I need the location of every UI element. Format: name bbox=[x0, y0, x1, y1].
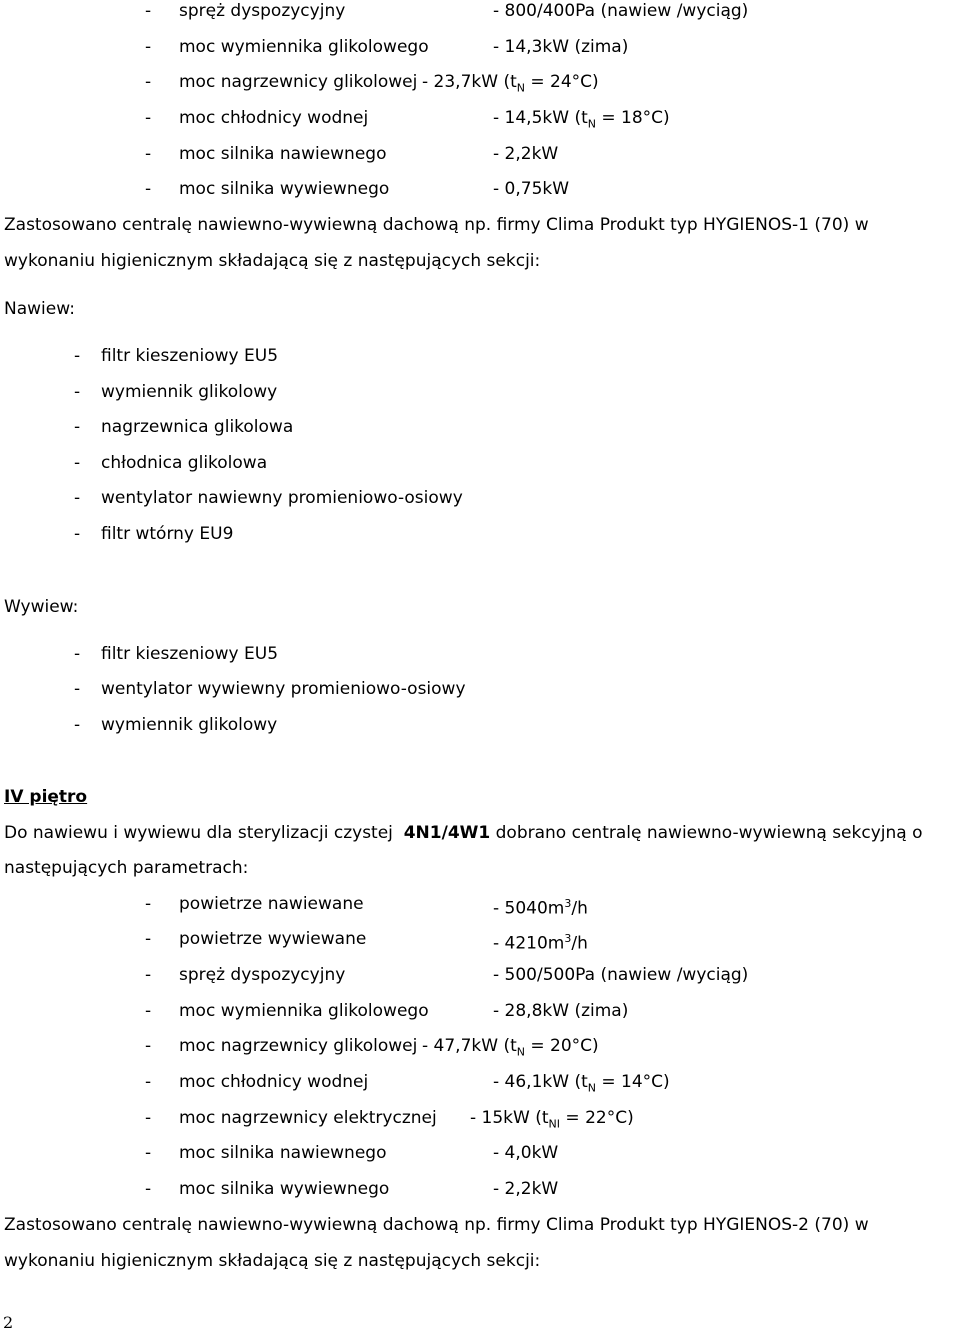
page-number: 2 bbox=[3, 1313, 14, 1332]
param-name: moc wymiennika glikolowego bbox=[179, 1001, 429, 1021]
param-value: - 15kW $(t_{NI} = 22^\circ C)$ bbox=[470, 1108, 634, 1131]
param-name: moc silnika nawiewnego bbox=[179, 1143, 387, 1163]
param-value: - 14,5kW $(t_N = 18^\circ C)$ bbox=[493, 108, 670, 131]
param-value: - 47,7kW $(t_N = 20^\circ C)$ bbox=[422, 1036, 599, 1059]
param-name: moc nagrzewnicy glikolowej bbox=[179, 1036, 418, 1056]
param-value: - 2,2kW bbox=[493, 144, 559, 164]
param-value: - $5040m^3/h$ bbox=[493, 897, 588, 919]
param-name: moc nagrzewnicy glikolowej bbox=[179, 72, 418, 92]
param-value: - 4,0kW bbox=[493, 1143, 559, 1163]
param-name: moc wymiennika glikolowego bbox=[179, 37, 429, 57]
param-value: - 2,2kW bbox=[493, 1179, 559, 1199]
param-value: - 14,3kW (zima) bbox=[493, 37, 629, 57]
param-value: - 28,8kW (zima) bbox=[493, 1001, 629, 1021]
param-value: - $4210m^3/h$ bbox=[493, 932, 588, 954]
param-name: moc nagrzewnicy elektrycznej bbox=[179, 1108, 437, 1128]
wywiew-label: Wywiew: bbox=[4, 597, 79, 617]
section-heading: IV piętro bbox=[4, 787, 88, 807]
param-value: - 46,1kW $(t_N = 14^\circ C)$ bbox=[493, 1072, 670, 1095]
paragraph-line: wykonaniu higienicznym składającą się z następujących sekcji: bbox=[4, 251, 541, 271]
section-intro: Do nawiewu i wywiewu dla sterylizacji czystej 4N1/4W1 dobrano centralę nawiewno-wywiewną sekcyjną o bbox=[4, 823, 923, 843]
nawiew-label: Nawiew: bbox=[4, 299, 75, 319]
param-value: - 23,7kW $(t_N = 24^\circ C)$ bbox=[422, 72, 599, 95]
paragraph-line: wykonaniu higienicznym składającą się z następujących sekcji: bbox=[4, 1251, 541, 1271]
param-value: - 800/400Pa (nawiew /wyciąg) bbox=[493, 1, 749, 21]
paragraph-line: Zastosowano centralę nawiewno-wywiewną dachową np. firmy Clima Produkt typ HYGIENOS-1 (70) w bbox=[4, 215, 869, 235]
param-value: - 500/500Pa (nawiew /wyciąg) bbox=[493, 965, 749, 985]
room-code: 4N1/4W1 bbox=[403, 823, 491, 843]
param-value: - 0,75kW bbox=[493, 179, 570, 199]
section-intro-line2: następujących parametrach: bbox=[4, 858, 249, 878]
param-name: powietrze wywiewane bbox=[179, 929, 367, 949]
param-name: moc silnika wywiewnego bbox=[179, 179, 390, 199]
param-name: moc silnika wywiewnego bbox=[179, 1179, 390, 1199]
param-name: moc chłodnicy wodnej bbox=[179, 1072, 369, 1092]
param-name: moc chłodnicy wodnej bbox=[179, 108, 369, 128]
param-name: spręż dyspozycyjny bbox=[179, 965, 346, 985]
param-name: spręż dyspozycyjny bbox=[179, 1, 346, 21]
param-name: moc silnika nawiewnego bbox=[179, 144, 387, 164]
param-name: powietrze nawiewane bbox=[179, 894, 364, 914]
paragraph-line: Zastosowano centralę nawiewno-wywiewną dachową np. firmy Clima Produkt typ HYGIENOS-2 (70) w bbox=[4, 1215, 869, 1235]
